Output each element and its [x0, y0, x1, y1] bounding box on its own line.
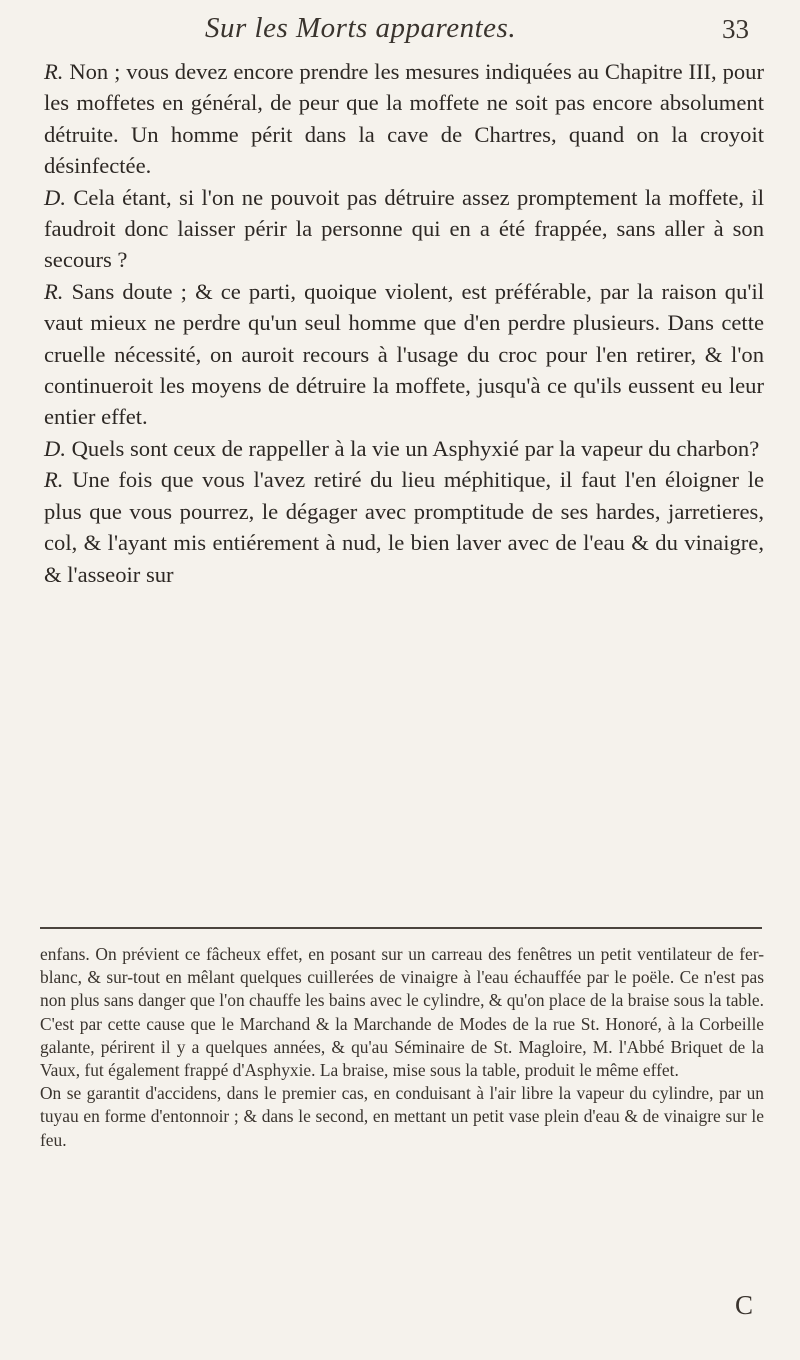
paragraph-text: Quels sont ceux de rappeller à la vie un Asphyxié par la vapeur du charbon? [65, 435, 760, 461]
paragraph-text: Une fois que vous l'avez retiré du lieu méphitique, il faut l'en éloigner le plus que vous pourrez, le dégager avec promptitude de ses hardes, jarretieres, col, & l'ayant mis entiérement à nud, le bien laver avec de l'eau & du vinaigre, & l'asseoir sur [44, 467, 764, 587]
paragraph-text: Cela étant, si l'on ne pouvoit pas détruire assez promptement la moffete, il faudroit donc laisser périr la personne qui en a été frappée, sans aller à son secours ? [44, 184, 764, 273]
speaker-label: R. [44, 467, 64, 493]
footnote-divider [40, 927, 762, 929]
footnote [40, 943, 764, 1152]
paragraph-text: Sans doute ; & ce parti, quoique violent, est préférable, par la raison qu'il vaut mieux ne perdre qu'un seul homme que d'en perdre plusieurs. Dans cette cruelle nécessité, on auroit recours à l'usage du croc pour l'en retirer, & l'on continueroit les moyens de détruire la moffete, jusqu'à ce qu'ils eussent eu leur entier effet. [44, 278, 764, 430]
page-header [0, 8, 800, 48]
running-title: Sur les Morts apparentes. [205, 12, 517, 44]
paragraph [44, 276, 764, 433]
footnote-paragraph: On se garantit d'accidens, dans le premier cas, en conduisant à l'air libre la vapeur du cylindre, par un tuyau en forme d'entonnoir ; & dans le second, en mettant un petit vase plein d'eau & de vinaigre sur le feu. [40, 1083, 764, 1150]
paragraph-text: Non ; vous devez encore prendre les mesures indiquées au Chapitre III, pour les moffetes en général, de peur que la moffete ne soit pas encore absolument détruite. Un homme périt dans la cave de Chartres, quand on la croyoit désinfectée. [44, 59, 764, 179]
main-text [44, 56, 764, 590]
footnote-paragraph: enfans. On prévient ce fâcheux effet, en posant sur un carreau des fenêtres un petit ventilateur de fer-blanc, & sur-tout en mêlant quelques cuillerées de vinaigre à l'eau échauffée par le poële. Ce n'est pas non plus sans danger que l'on chauffe les bains avec le cylindre, & qu'on place de la braise sous la table. C'est par cette cause que le Marchand & la Marchande de Modes de la rue St. Honoré, à la Corbeille galante, périrent il y a quelques années, & qu'au Séminaire de St. Magloire, M. l'Abbé Briquet de la Vaux, fut également frappé d'Asphyxie. La braise, mise sous la table, produit le même effet. [40, 944, 764, 1081]
page-number: 33 [722, 14, 749, 44]
paragraph [44, 56, 764, 182]
signature-mark: C [735, 1290, 754, 1320]
paragraph [44, 433, 764, 464]
paragraph [44, 464, 764, 590]
speaker-label: D. [44, 435, 66, 461]
speaker-label: R. [44, 278, 64, 304]
speaker-label: D. [44, 184, 66, 210]
speaker-label: R. [44, 59, 64, 84]
paragraph [44, 182, 764, 276]
